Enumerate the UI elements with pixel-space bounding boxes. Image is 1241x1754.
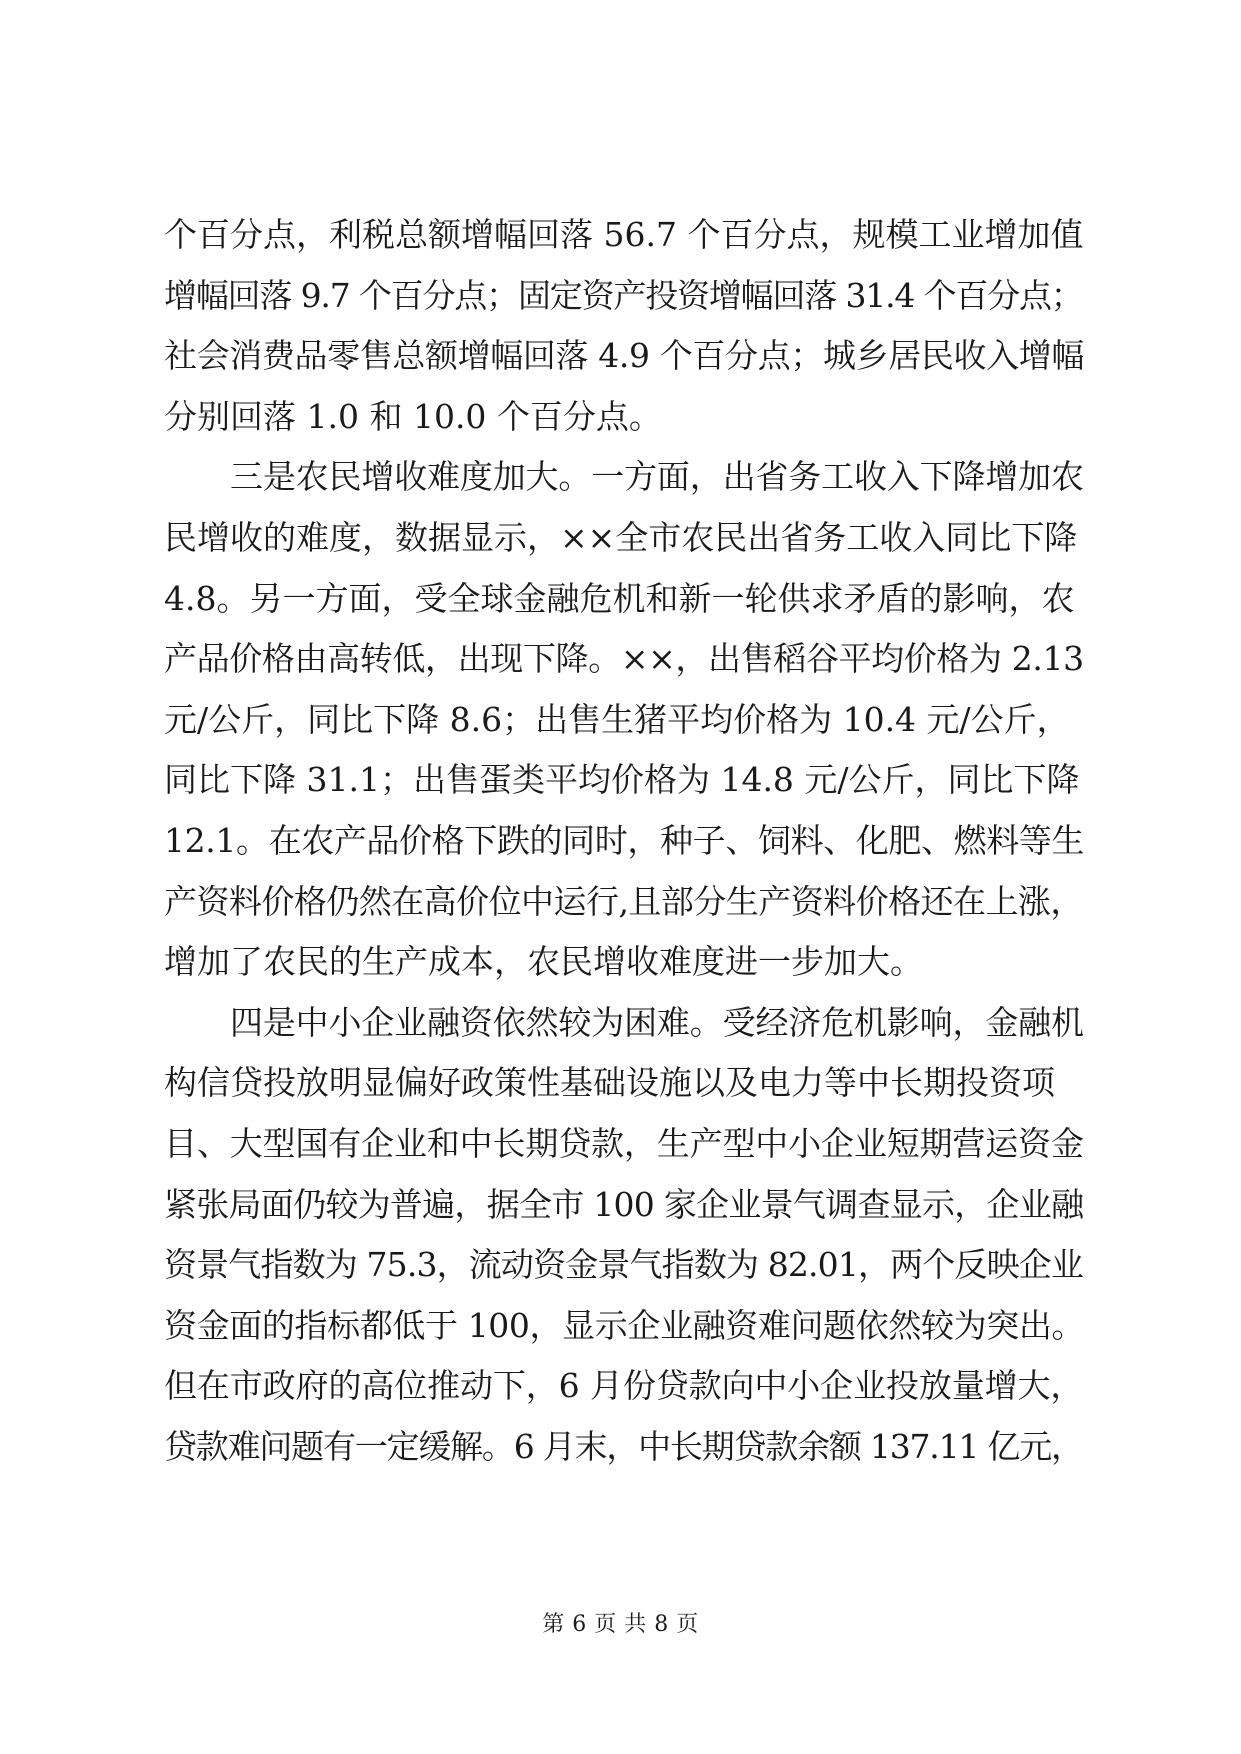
text-line: 增幅回落 9.7 个百分点；固定资产投资增幅回落 31.4 个百分点； — [164, 275, 1083, 315]
paragraph-first-line: 四是中小企业融资依然较为困难。受经济危机影响，金融机 — [230, 1002, 1084, 1042]
text-line: 但在市政府的高位推动下，6 月份贷款向中小企业投放量增大， — [164, 1366, 1084, 1406]
text-line: 分别回落 1.0 和 10.0 个百分点。 — [164, 396, 662, 436]
text-line: 贷款难问题有一定缓解。6 月末，中长期贷款余额 137.11 亿元， — [164, 1426, 1083, 1466]
text-line: 元/公斤，同比下降 8.6；出售生猪平均价格为 10.4 元/公斤， — [164, 699, 1070, 739]
paragraph-first-line: 三是农民增收难度加大。一方面，出省务工收入下降增加农 — [230, 457, 1084, 497]
text-line: 民增收的难度，数据显示，××全市农民出省务工收入同比下降 — [164, 517, 1078, 557]
text-line: 产品价格由高转低，出现下降。××，出售稻谷平均价格为 2.13 — [164, 639, 1084, 679]
text-line: 增加了农民的生产成本，农民增收难度进一步加大。 — [164, 942, 923, 982]
text-line: 资金面的指标都低于 100，显示企业融资难问题依然较为突出。 — [164, 1305, 1085, 1345]
text-line: 目、大型国有企业和中长期贷款，生产型中小企业短期营运资金 — [164, 1123, 1084, 1163]
text-line: 社会消费品零售总额增幅回落 4.9 个百分点；城乡居民收入增幅 — [164, 336, 1084, 376]
text-line: 构信贷投放明显偏好政策性基础设施以及电力等中长期投资项 — [164, 1063, 1055, 1103]
text-line: 资景气指数为 75.3，流动资金景气指数为 82.01，两个反映企业 — [164, 1245, 1084, 1285]
text-line: 4.8。另一方面，受全球金融危机和新一轮供求矛盾的影响，农 — [164, 578, 1075, 618]
body-text — [164, 205, 1084, 1477]
page-footer: 第 6 页 共 8 页 — [542, 1612, 699, 1637]
text-line: 产资料价格仍然在高价位中运行,且部分生产资料价格还在上涨， — [164, 881, 1083, 921]
text-line: 紧张局面仍较为普遍，据全市 100 家企业景气调查显示，企业融 — [164, 1184, 1084, 1224]
text-line: 同比下降 31.1；出售蛋类平均价格为 14.8 元/公斤，同比下降 — [164, 760, 1080, 800]
text-line: 个百分点，利税总额增幅回落 56.7 个百分点，规模工业增加值 — [164, 215, 1084, 254]
text-line: 12.1。在农产品价格下跌的同时，种子、饲料、化肥、燃料等生 — [164, 820, 1085, 860]
